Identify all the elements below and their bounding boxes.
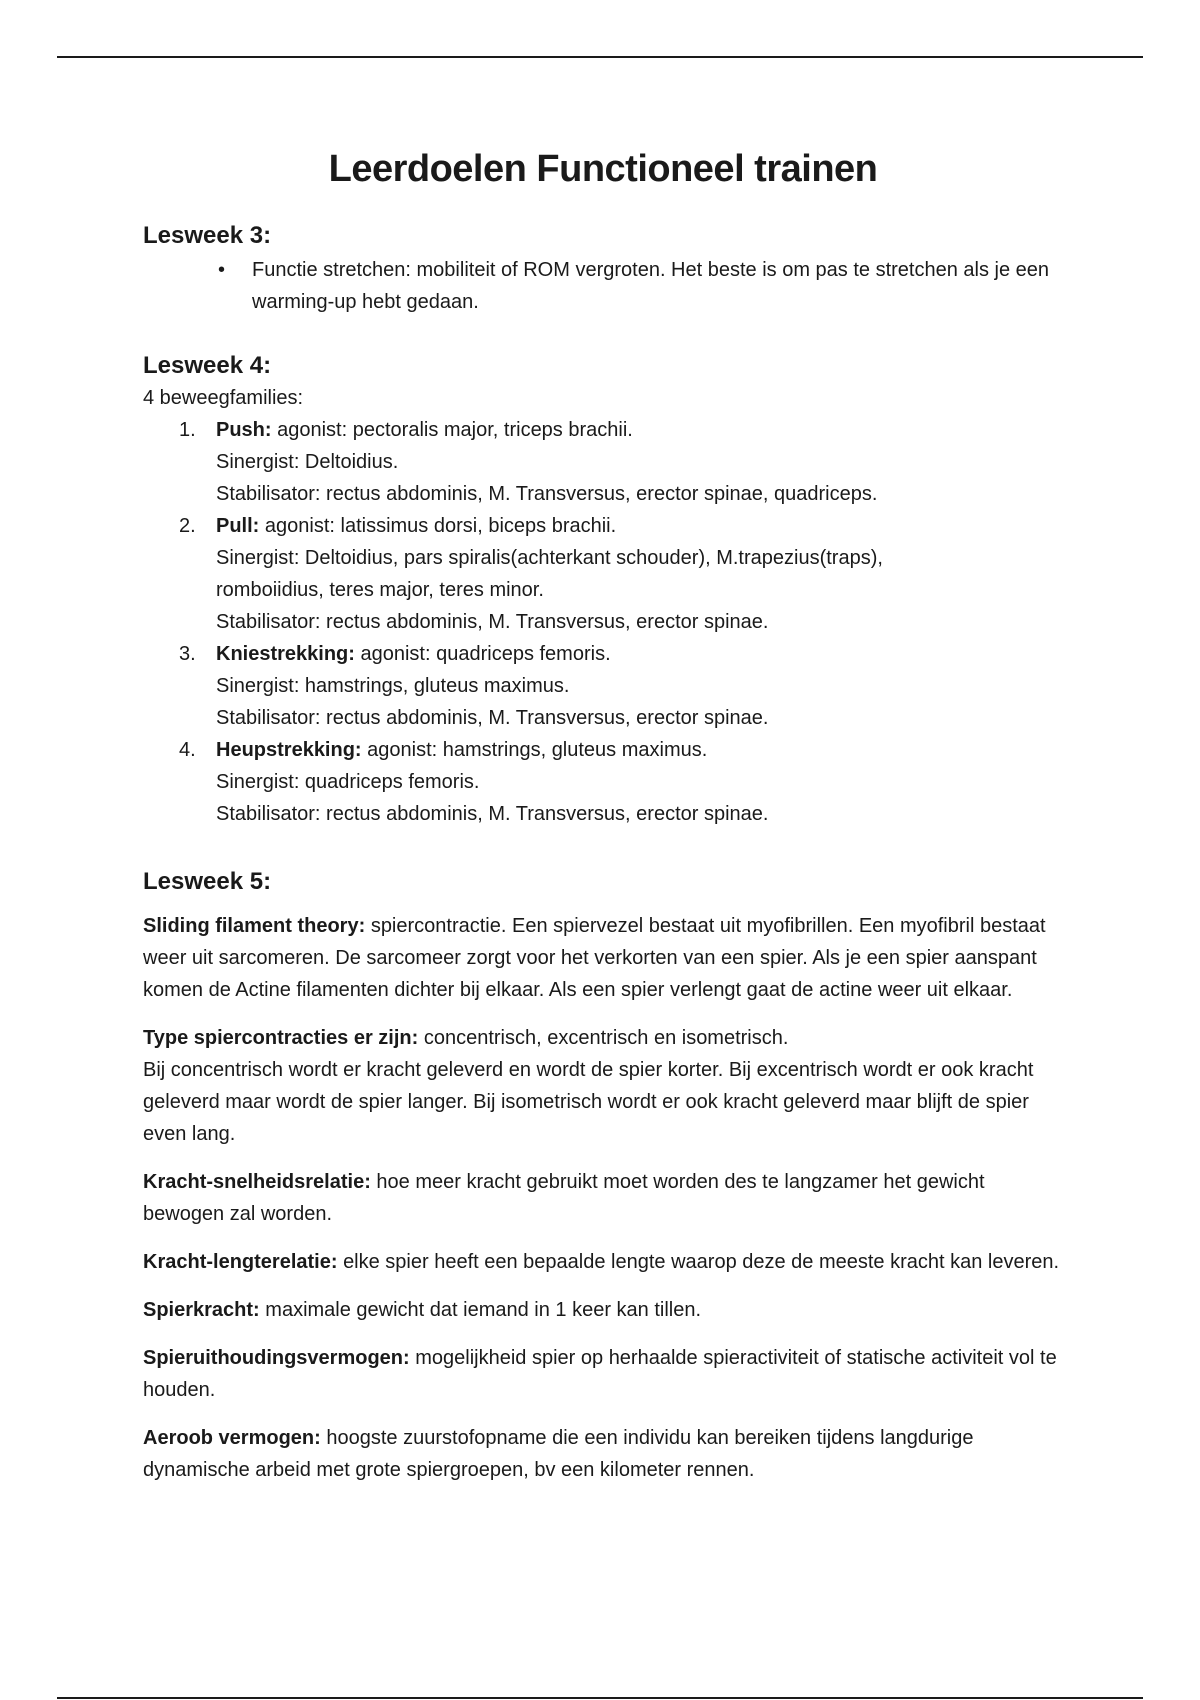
document-title: Leerdoelen Functioneel trainen — [328, 148, 878, 190]
term: Aeroob vermogen: — [143, 1427, 321, 1449]
sinergist-text: Sinergist: hamstrings, gluteus maximus. — [216, 675, 570, 697]
paragraph-kracht-snelheid — [143, 1166, 1063, 1230]
family-name: Push: — [216, 419, 272, 441]
term: Type spiercontracties er zijn: — [143, 1027, 419, 1049]
paragraph-spieruithoudingsvermogen — [143, 1342, 1063, 1406]
term: Sliding filament theory: — [143, 915, 366, 937]
family-heupstrekking — [179, 734, 1063, 830]
family-kniestrekking — [179, 638, 1063, 734]
definition: concentrisch, excentrisch en isometrisch. — [423, 1027, 789, 1049]
header-rule — [57, 56, 1143, 58]
week-5-heading: Lesweek 5: — [143, 868, 272, 895]
agonist-text: agonist: quadriceps femoris. — [360, 643, 611, 665]
paragraph-contraction-types — [143, 1022, 1063, 1150]
paragraph-sliding-filament — [143, 910, 1063, 1006]
stabilisator-text: Stabilisator: rectus abdominis, M. Transversus, erector spinae. — [216, 803, 769, 825]
term: Kracht-lengterelatie: — [143, 1251, 338, 1273]
week-4-intro: 4 beweegfamilies: — [143, 387, 304, 409]
section-week-3 — [143, 220, 1063, 318]
footer-rule — [57, 1697, 1143, 1699]
family-name: Heupstrekking: — [216, 739, 362, 761]
list-number: 2. — [179, 515, 196, 537]
week-3-heading: Lesweek 3: — [143, 222, 272, 249]
definition: spiercontractie. Een spiervezel bestaat uit myofibrillen. Een myofibril bestaat weer uit sarcomeren. De sarcomeer zorgt voor het verkorten van een spier. Als je een spier aanspant komen de Actine filamenten dichter bij elkaar. Als een spier verlengt gaat de actine weer uit elkaar. — [143, 915, 1046, 1001]
sinergist-text: Sinergist: Deltoidius, pars spiralis(achterkant schouder), M.trapezius(traps), romboiidius, teres major, teres minor. — [216, 547, 883, 601]
movement-families-list — [143, 414, 1063, 830]
term: Spieruithoudingsvermogen: — [143, 1347, 410, 1369]
family-pull — [179, 510, 1063, 638]
family-push — [179, 414, 1063, 510]
definition-extra: Bij concentrisch wordt er kracht geleverd en wordt de spier korter. Bij excentrisch wordt er ook kracht geleverd maar wordt de spier langer. Bij isometrisch wordt er ook kracht geleverd maar blijft de spier even lang. — [143, 1059, 1034, 1145]
definition: maximale gewicht dat iemand in 1 keer kan tillen. — [265, 1299, 702, 1321]
sinergist-text: Sinergist: Deltoidius. — [216, 451, 399, 473]
paragraph-aeroob-vermogen — [143, 1422, 1063, 1486]
list-number: 4. — [179, 739, 196, 761]
family-name: Pull: — [216, 515, 260, 537]
definition: hoe meer kracht gebruikt moet worden des te langzamer het gewicht bewogen zal worden. — [143, 1171, 985, 1225]
sinergist-text: Sinergist: quadriceps femoris. — [216, 771, 480, 793]
section-week-4 — [143, 350, 1063, 830]
term: Spierkracht: — [143, 1299, 260, 1321]
agonist-text: agonist: hamstrings, gluteus maximus. — [367, 739, 708, 761]
list-number: 1. — [179, 419, 196, 441]
definition: hoogste zuurstofopname die een individu kan bereiken tijdens langdurige dynamische arbeid met grote spiergroepen, bv een kilometer rennen. — [143, 1427, 974, 1481]
stabilisator-text: Stabilisator: rectus abdominis, M. Transversus, erector spinae. — [216, 707, 769, 729]
definition: mogelijkheid spier op herhaalde spieractiviteit of statische activiteit vol te houden. — [143, 1347, 1057, 1401]
week-3-bullet-list — [143, 254, 1063, 318]
list-item: • Functie stretchen: mobiliteit of ROM vergroten. Het beste is om pas te stretchen als je een warming-up hebt gedaan. — [252, 254, 1063, 318]
paragraph-spierkracht — [143, 1294, 1063, 1326]
term: Kracht-snelheidsrelatie: — [143, 1171, 371, 1193]
agonist-text: agonist: pectoralis major, triceps brachii. — [277, 419, 633, 441]
week-4-heading: Lesweek 4: — [143, 352, 272, 379]
paragraph-kracht-lengte — [143, 1246, 1063, 1278]
family-name: Kniestrekking: — [216, 643, 355, 665]
agonist-text: agonist: latissimus dorsi, biceps brachii. — [264, 515, 617, 537]
section-week-5 — [143, 866, 1063, 1502]
list-number: 3. — [179, 643, 196, 665]
stabilisator-text: Stabilisator: rectus abdominis, M. Transversus, erector spinae. — [216, 611, 769, 633]
stabilisator-text: Stabilisator: rectus abdominis, M. Transversus, erector spinae, quadriceps. — [216, 483, 878, 505]
definition: elke spier heeft een bepaalde lengte waarop deze de meeste kracht kan leveren. — [343, 1251, 1060, 1273]
